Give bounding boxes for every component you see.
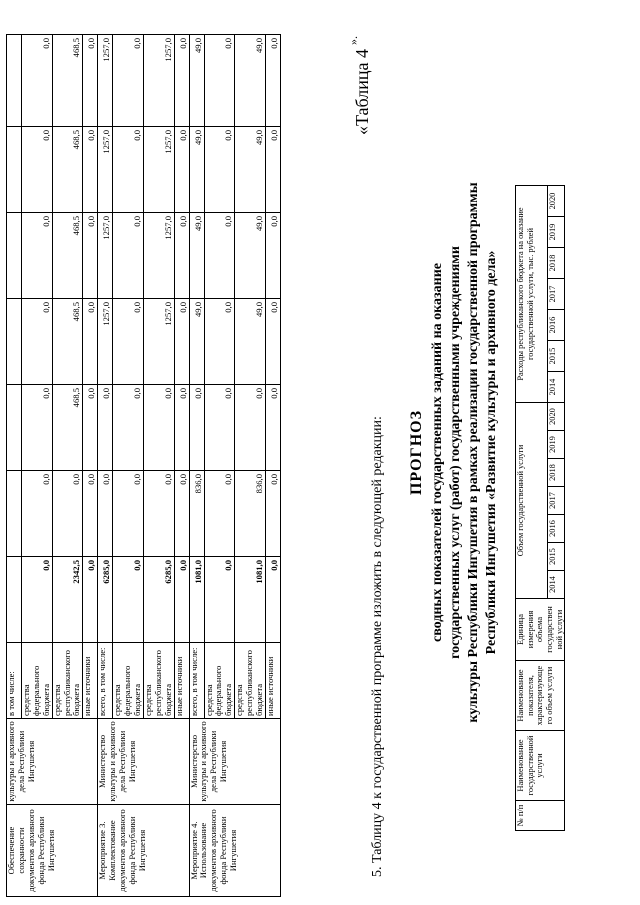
year-value-cell: 0,0 — [204, 299, 235, 385]
year-value-cell: 0,0 — [204, 127, 235, 213]
year-value-cell: 49,0 — [235, 299, 266, 385]
col-no-header: № п/п — [516, 801, 565, 831]
year-value-cell: 0,0 — [83, 299, 98, 385]
year-value-cell: 468,5 — [52, 35, 83, 127]
funding-source-cell: иные источники — [83, 643, 98, 719]
total-value-cell: 0,0 — [204, 557, 235, 643]
total-value-cell: 0,0 — [22, 557, 53, 643]
funding-source-cell: иные источники — [174, 643, 189, 719]
year-header: 2014 — [548, 571, 565, 599]
volume-group-header: Объем государственной услуги — [516, 403, 548, 599]
year-value-cell: 0,0 — [98, 385, 113, 471]
year-value-cell: 0,0 — [83, 35, 98, 127]
total-value-cell: 6285,0 — [98, 557, 113, 643]
year-value-cell: 49,0 — [189, 299, 204, 385]
year-value-cell: 0,0 — [113, 127, 144, 213]
year-value-cell: 0,0 — [189, 385, 204, 471]
year-value-cell — [7, 213, 22, 299]
year-value-cell: 468,5 — [52, 385, 83, 471]
year-value-cell: 0,0 — [22, 127, 53, 213]
year-value-cell: 49,0 — [235, 35, 266, 127]
year-value-cell: 0,0 — [22, 213, 53, 299]
year-value-cell: 0,0 — [174, 213, 189, 299]
year-value-cell: 0,0 — [52, 471, 83, 557]
instruction-text: 5. Таблицу 4 к государственной программе изложить в следующей редакции: — [370, 416, 385, 877]
year-header: 2020 — [548, 403, 565, 431]
forecast-title: ПРОГНОЗ — [408, 409, 425, 496]
year-value-cell: 0,0 — [143, 385, 174, 471]
year-value-cell: 0,0 — [22, 35, 53, 127]
closing-quote: ». — [346, 36, 360, 45]
year-value-cell: 0,0 — [204, 471, 235, 557]
forecast-subtitle-line: государственных услуг (работ) государственными учреждениями — [448, 246, 463, 659]
total-value-cell: 0,0 — [83, 557, 98, 643]
year-value-cell: 0,0 — [204, 385, 235, 471]
year-value-cell: 0,0 — [83, 213, 98, 299]
year-header: 2019 — [548, 431, 565, 459]
year-value-cell: 0,0 — [265, 213, 280, 299]
year-value-cell: 0,0 — [113, 385, 144, 471]
year-value-cell: 0,0 — [204, 35, 235, 127]
year-value-cell: 0,0 — [113, 299, 144, 385]
year-value-cell — [7, 35, 22, 127]
table-row — [189, 35, 204, 897]
year-value-cell: 49,0 — [189, 127, 204, 213]
total-value-cell: 0,0 — [113, 557, 144, 643]
year-header: 2017 — [548, 279, 565, 310]
total-value-cell — [7, 557, 22, 643]
year-value-cell: 1257,0 — [98, 35, 113, 127]
year-value-cell: 0,0 — [174, 299, 189, 385]
year-header: 2020 — [548, 186, 565, 217]
year-value-cell: 468,5 — [52, 213, 83, 299]
year-value-cell: 0,0 — [265, 471, 280, 557]
year-value-cell: 0,0 — [98, 471, 113, 557]
year-value-cell: 0,0 — [83, 471, 98, 557]
year-header: 2016 — [548, 515, 565, 543]
year-value-cell: 1257,0 — [143, 213, 174, 299]
year-value-cell: 1257,0 — [143, 35, 174, 127]
year-value-cell: 0,0 — [83, 127, 98, 213]
total-value-cell: 0,0 — [265, 557, 280, 643]
col-service-header: Наименование государственной услуги — [516, 731, 565, 801]
forecast-header-table — [515, 185, 565, 831]
funding-source-cell: средства республиканского бюджета — [235, 643, 266, 719]
year-value-cell: 0,0 — [22, 471, 53, 557]
year-value-cell: 0,0 — [174, 35, 189, 127]
year-value-cell: 1257,0 — [98, 213, 113, 299]
year-value-cell: 0,0 — [265, 299, 280, 385]
funding-source-cell: средства республиканского бюджета — [143, 643, 174, 719]
year-value-cell: 0,0 — [174, 471, 189, 557]
year-value-cell: 0,0 — [174, 385, 189, 471]
funding-source-cell: иные источники — [265, 643, 280, 719]
funding-source-cell: в том числе: — [7, 643, 22, 719]
year-value-cell — [7, 299, 22, 385]
funding-source-cell: средства федерального бюджета — [22, 643, 53, 719]
year-header: 2015 — [548, 341, 565, 372]
year-value-cell: 49,0 — [235, 213, 266, 299]
col-indicator-header: Наименование показателя, характеризующе го объем услуги — [516, 661, 565, 731]
expense-group-header: Расходы республиканского бюджета на оказание государственной услуги, тыс. рублей — [516, 186, 548, 403]
funding-source-cell: средства федерального бюджета — [204, 643, 235, 719]
year-header: 2017 — [548, 487, 565, 515]
measure-name-cell: Мероприятие 4. Использование документов архивного фонда Республики Ингушетия — [189, 805, 280, 897]
total-value-cell: 6285,0 — [143, 557, 174, 643]
year-value-cell: 1257,0 — [98, 127, 113, 213]
year-header: 2019 — [548, 217, 565, 248]
responsible-org-cell: Министерство культуры и архивного дела Республики Ингушетия — [189, 719, 280, 805]
year-value-cell: 49,0 — [235, 127, 266, 213]
year-value-cell: 0,0 — [235, 385, 266, 471]
year-value-cell — [7, 385, 22, 471]
year-value-cell — [7, 471, 22, 557]
funding-source-cell: средства федерального бюджета — [113, 643, 144, 719]
year-value-cell: 0,0 — [113, 471, 144, 557]
year-header: 2016 — [548, 310, 565, 341]
responsible-org-cell: Министерство культуры и архивного дела Республики Ингушетия — [98, 719, 189, 805]
top-budget-table — [6, 34, 281, 897]
total-value-cell: 1081,0 — [189, 557, 204, 643]
year-value-cell: 1257,0 — [143, 127, 174, 213]
col-unit-header: Единица измерения объема государствен ной услуги — [516, 599, 565, 661]
funding-source-cell: всего, в том числе: — [189, 643, 204, 719]
year-value-cell: 0,0 — [204, 213, 235, 299]
total-value-cell: 1081,0 — [235, 557, 266, 643]
year-header: 2018 — [548, 459, 565, 487]
top-table-body — [7, 35, 281, 897]
year-value-cell: 0,0 — [22, 299, 53, 385]
forecast-subtitle-line: Республики Ингушетия «Развитие культуры и архивного дела» — [484, 250, 499, 655]
responsible-org-cell: культуры и архивного дела Республики Ингушетия — [7, 719, 98, 805]
year-value-cell: 49,0 — [189, 35, 204, 127]
year-value-cell: 49,0 — [189, 213, 204, 299]
table-caption: «Таблица 4 — [352, 49, 372, 135]
funding-source-cell: всего, в том числе: — [98, 643, 113, 719]
year-value-cell: 0,0 — [113, 35, 144, 127]
total-value-cell: 0,0 — [174, 557, 189, 643]
year-header: 2018 — [548, 248, 565, 279]
year-value-cell: 836,0 — [235, 471, 266, 557]
year-header: 2014 — [548, 372, 565, 403]
year-value-cell: 0,0 — [174, 127, 189, 213]
year-value-cell: 468,5 — [52, 299, 83, 385]
measure-name-cell: Обеспечение сохранности документов архивного фонда Республики Ингушетия — [7, 805, 98, 897]
year-value-cell: 468,5 — [52, 127, 83, 213]
measure-name-cell: Мероприятие 3. Комплектование документов архивного фонда Республики Ингушетия — [98, 805, 189, 897]
year-value-cell: 0,0 — [83, 385, 98, 471]
year-value-cell: 0,0 — [143, 471, 174, 557]
year-value-cell: 0,0 — [22, 385, 53, 471]
year-value-cell — [7, 127, 22, 213]
header-row — [516, 186, 548, 831]
year-header: 2015 — [548, 543, 565, 571]
forecast-subtitle-line: сводных показателей государственных заданий на оказание — [430, 262, 445, 643]
year-value-cell: 0,0 — [265, 35, 280, 127]
total-value-cell: 2342,5 — [52, 557, 83, 643]
year-value-cell: 836,0 — [189, 471, 204, 557]
year-value-cell: 1257,0 — [98, 299, 113, 385]
year-value-cell: 0,0 — [265, 127, 280, 213]
year-value-cell: 0,0 — [265, 385, 280, 471]
year-value-cell: 1257,0 — [143, 299, 174, 385]
funding-source-cell: средства республиканского бюджета — [52, 643, 83, 719]
table-row — [98, 35, 113, 897]
table-row — [7, 35, 22, 897]
year-value-cell: 0,0 — [113, 213, 144, 299]
forecast-subtitle-line: культуры Республики Ингушетия в рамках реализации государственной программы — [466, 182, 481, 723]
